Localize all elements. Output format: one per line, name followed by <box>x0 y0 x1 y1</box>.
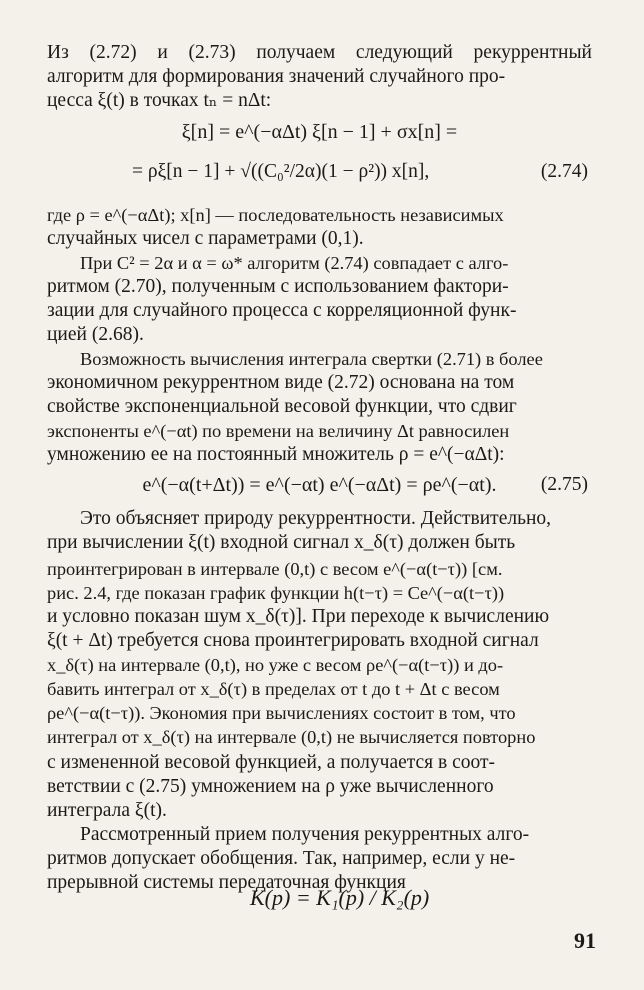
text-line: алгоритм для формирования значений случайного про- <box>47 66 506 87</box>
text-line: интеграл от x_δ(τ) на интервале (0,t) не вычисляется повторно <box>47 727 536 747</box>
equation-line: e^(−α(t+Δt)) = e^(−αt) e^(−αΔt) = ρe^(−αt). <box>142 474 497 496</box>
transfer-function-formula: K(p) = K₁(p) / K₂(p) <box>250 885 430 910</box>
text-line: где ρ = e^(−αΔt); x[n] — последовательность независимых <box>47 205 504 225</box>
text-line: и условно показан шум x_δ(τ)]. При переходе к вычислению <box>47 606 550 627</box>
text-line: при вычислении ξ(t) входной сигнал x_δ(τ) должен быть <box>47 532 516 553</box>
text-line: Это объясняет природу рекуррентности. Действительно, <box>80 508 552 529</box>
text-line: умножению ее на постоянный множитель ρ = e^(−αΔt): <box>47 444 505 465</box>
text-line: с измененной весовой функцией, а получается в соот- <box>47 752 496 773</box>
text-line: цией (2.68). <box>47 324 144 345</box>
text-line: проинтегрирован в интервале (0,t) с весом e^(−α(t−τ)) [см. <box>47 559 503 579</box>
text-line: интеграла ξ(t). <box>47 800 167 821</box>
text-line: При C² = 2α и α = ω* алгоритм (2.74) совпадает с алго- <box>80 253 509 273</box>
text-line: Рассмотренный прием получения рекуррентных алго- <box>80 824 530 845</box>
text-line: экономичном рекуррентном виде (2.72) основана на том <box>47 372 515 393</box>
text-line: x_δ(τ) на интервале (0,t), но уже с весом ρe^(−α(t−τ)) и до- <box>47 655 504 675</box>
equation-number: (2.74) <box>540 161 588 182</box>
equation-number: (2.75) <box>540 474 588 495</box>
text-line: ветствии с (2.75) умножением на ρ уже вычисленного <box>47 776 494 797</box>
text-line: случайных чисел с параметрами (0,1). <box>47 228 364 249</box>
equation-line: ξ[n] = e^(−αΔt) ξ[n − 1] + σx[n] = <box>181 121 458 143</box>
text-line: ρe^(−α(t−τ)). Экономия при вычислениях состоит в том, что <box>47 703 516 723</box>
text-line: Возможность вычисления интеграла свертки (2.71) в более <box>80 349 543 369</box>
text-line: экспоненты e^(−αt) по времени на величину Δt равносилен <box>47 421 510 441</box>
text-line: цесса ξ(t) в точках tₙ = nΔt: <box>47 90 272 111</box>
equation-line: = ρξ[n − 1] + √((C₀²/2α)(1 − ρ²)) x[n], <box>132 161 430 182</box>
text-line: бавить интеграл от x_δ(τ) в пределах от t до t + Δt с весом <box>47 679 500 699</box>
page-number: 91 <box>574 928 596 953</box>
text-line: Из (2.72) и (2.73) получаем следующий рекуррентный <box>47 42 592 63</box>
text-line: ритмов допускает обобщения. Так, например, если у не- <box>47 848 516 869</box>
text-line: прерывной системы передаточная функция <box>47 872 406 893</box>
text-line: рис. 2.4, где показан график функции h(t−τ) = Ce^(−α(t−τ)) <box>47 583 505 603</box>
text-line: ритмом (2.70), полученным с использованием фактори- <box>47 276 509 297</box>
text-line: зации для случайного процесса с корреляционной функ- <box>47 300 517 321</box>
text-line: ξ(t + Δt) требуется снова проинтегрировать входной сигнал <box>47 630 539 651</box>
text-line: свойстве экспоненциальной весовой функции, что сдвиг <box>47 396 517 417</box>
